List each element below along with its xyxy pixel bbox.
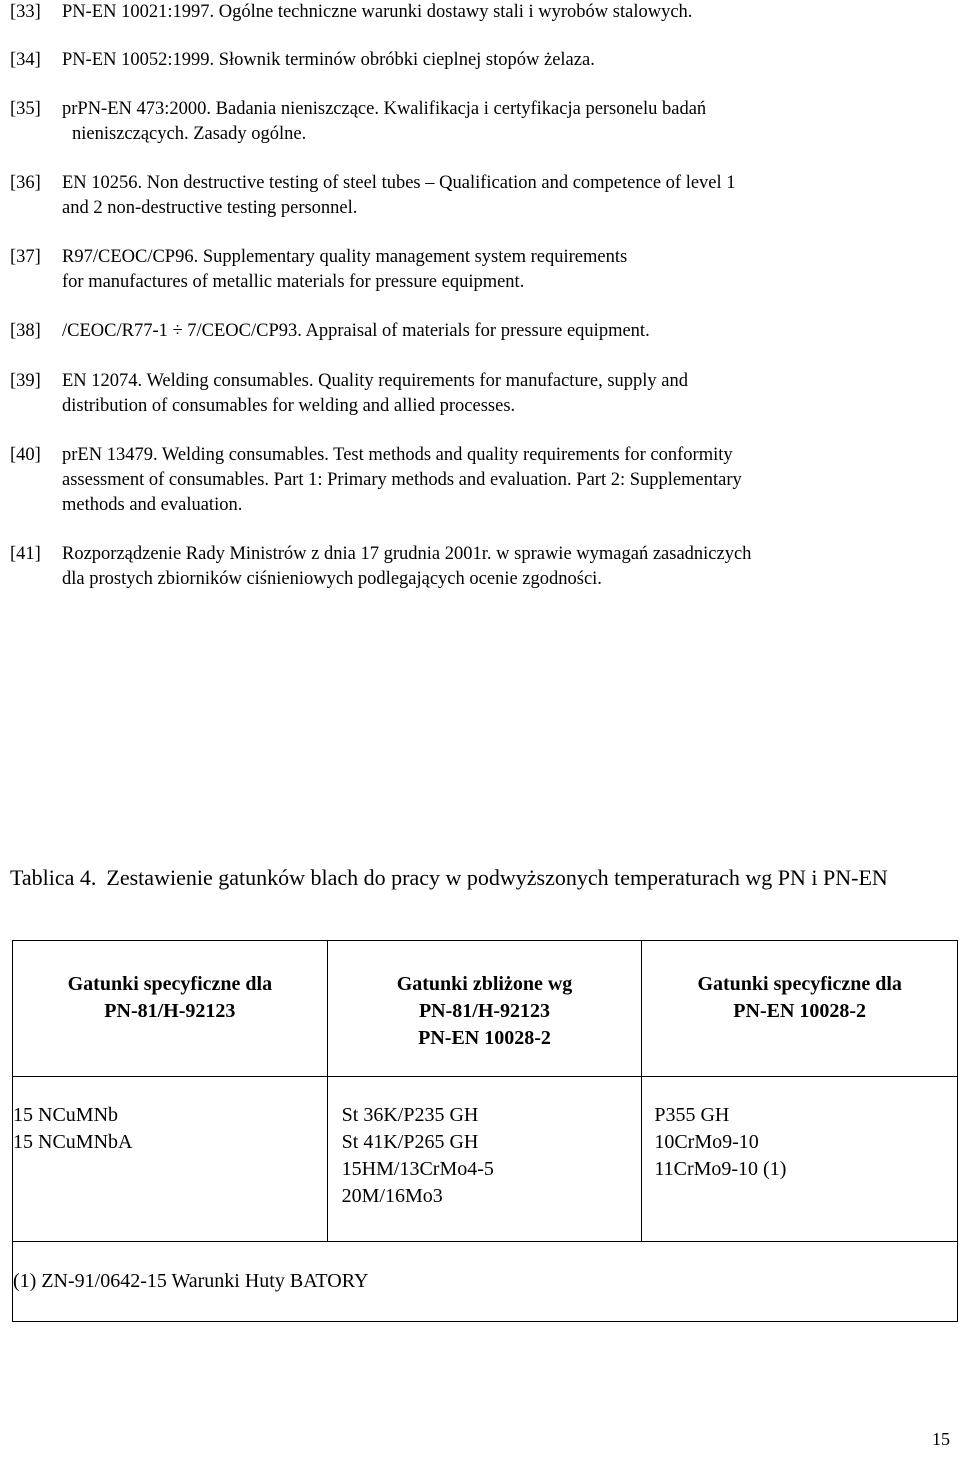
reference-37 xyxy=(10,245,910,295)
table-cell xyxy=(13,1077,328,1242)
table-header-row xyxy=(13,941,958,1077)
header-line: PN-81/H-92123 xyxy=(418,1000,551,1022)
reference-number: [33] xyxy=(10,2,41,22)
table-footnote: (1) ZN-91/0642-15 Warunki Huty BATORY xyxy=(13,1242,958,1322)
reference-text-continued: methods and evaluation. xyxy=(62,495,243,515)
header-line: PN-EN 10028-2 xyxy=(733,1000,867,1022)
table-footnote-row xyxy=(13,1242,958,1322)
reference-text: PN-EN 10021:1997. Ogólne techniczne warunki dostawy stali i wyrobów stalowych. xyxy=(62,2,693,22)
reference-text-continued: nieniszczących. Zasady ogólne. xyxy=(72,124,307,144)
grade-item: St 36K/P235 GH xyxy=(341,1104,479,1126)
reference-number: [34] xyxy=(10,50,41,70)
header-line: Gatunki specyficzne dla xyxy=(67,973,273,995)
grade-item: 10CrMo9-10 xyxy=(654,1131,759,1153)
reference-text: Rozporządzenie Rady Ministrów z dnia 17 grudnia 2001r. w sprawie wymagań zasadniczych xyxy=(62,544,752,564)
grade-item: 15HM/13CrMo4-5 xyxy=(341,1158,494,1180)
reference-number: [41] xyxy=(10,544,41,564)
reference-38 xyxy=(10,319,910,344)
reference-text: PN-EN 10052:1999. Słownik terminów obróbki cieplnej stopów żelaza. xyxy=(62,50,595,70)
table-row xyxy=(13,1077,958,1242)
table-caption-label: Tablica 4. xyxy=(10,865,97,890)
reference-text: prPN-EN 473:2000. Badania nieniszczące. Kwalifikacja i certyfikacja personelu badań xyxy=(62,99,707,119)
reference-text: R97/CEOC/CP96. Supplementary quality management system requirements xyxy=(62,247,628,267)
reference-text-continued: distribution of consumables for welding and allied processes. xyxy=(62,396,516,416)
header-line: PN-81/H-92123 xyxy=(104,1000,236,1022)
table-cell xyxy=(327,1077,642,1242)
table-caption xyxy=(10,864,955,892)
header-line: PN-EN 10028-2 xyxy=(418,1027,551,1049)
grade-item: P355 GH xyxy=(654,1104,730,1126)
reference-text-continued: dla prostych zbiorników ciśnieniowych podlegających ocenie zgodności. xyxy=(62,569,602,589)
reference-34 xyxy=(10,48,910,73)
reference-number: [40] xyxy=(10,445,41,465)
reference-text: EN 12074. Welding consumables. Quality requirements for manufacture, supply and xyxy=(62,371,688,391)
reference-text-continued: assessment of consumables. Part 1: Primary methods and evaluation. Part 2: Supplementary xyxy=(62,470,742,490)
reference-text-continued: for manufactures of metallic materials for pressure equipment. xyxy=(62,272,525,292)
header-line: Gatunki zbliżone wg xyxy=(396,973,573,995)
table-cell xyxy=(642,1077,958,1242)
reference-33 xyxy=(10,0,910,25)
reference-41 xyxy=(10,542,910,592)
grade-item: 20M/16Mo3 xyxy=(341,1185,443,1207)
grade-item: 15 NCuMNb xyxy=(13,1104,119,1126)
reference-text: /CEOC/R77-1 ÷ 7/CEOC/CP93. Appraisal of materials for pressure equipment. xyxy=(62,321,650,341)
table-caption-text: Zestawienie gatunków blach do pracy w podwyższonych temperaturach wg PN i PN-EN xyxy=(106,865,888,890)
reference-36 xyxy=(10,171,910,221)
table-header-cell xyxy=(327,941,642,1077)
header-line: Gatunki specyficzne dla xyxy=(697,973,902,995)
grade-item: 15 NCuMNbA xyxy=(13,1131,133,1153)
grade-item: St 41K/P265 GH xyxy=(341,1131,479,1153)
grades-table xyxy=(12,940,958,1322)
page-number: 15 xyxy=(932,1429,950,1449)
reference-text: prEN 13479. Welding consumables. Test methods and quality requirements for conformity xyxy=(62,445,733,465)
reference-text-continued: and 2 non-destructive testing personnel. xyxy=(62,198,358,218)
reference-35 xyxy=(10,97,910,147)
reference-number: [38] xyxy=(10,321,41,341)
reference-number: [39] xyxy=(10,371,41,391)
reference-text: EN 10256. Non destructive testing of steel tubes – Qualification and competence of level 1 xyxy=(62,173,736,193)
reference-number: [37] xyxy=(10,247,41,267)
reference-40 xyxy=(10,443,910,518)
table-header-cell xyxy=(642,941,958,1077)
reference-number: [35] xyxy=(10,99,41,119)
table-header-cell xyxy=(13,941,328,1077)
reference-number: [36] xyxy=(10,173,41,193)
grade-item: 11CrMo9-10 (1) xyxy=(654,1158,787,1180)
reference-39 xyxy=(10,369,910,419)
